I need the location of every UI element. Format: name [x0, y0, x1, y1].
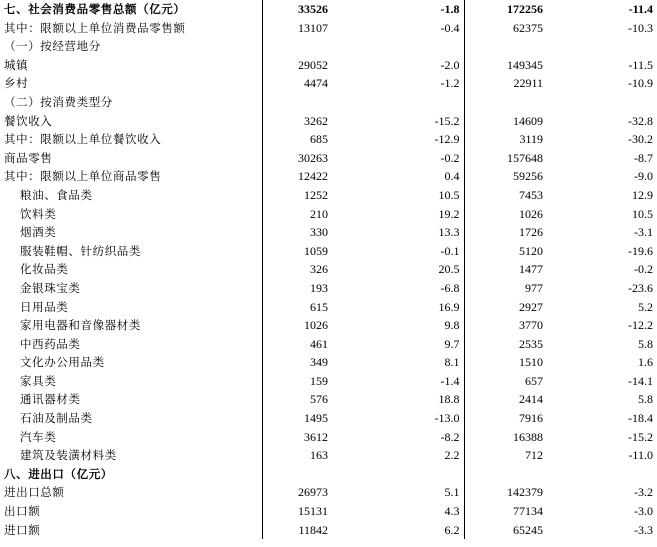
row-label: 出口额	[4, 504, 41, 519]
table-row	[0, 242, 657, 261]
cumulative-growth-cell: -32.8	[628, 113, 653, 128]
cumulative-value-cell: 22911	[464, 74, 547, 93]
cumulative-growth-cell: -3.3	[634, 522, 653, 537]
row-label: 餐饮收入	[4, 113, 53, 128]
month-value-cell: 12422	[262, 167, 332, 186]
cumulative-growth-cell: -3.2	[634, 485, 653, 500]
row-label: 八、进出口（亿元）	[4, 466, 113, 481]
cumulative-value-cell: 5120	[464, 242, 547, 261]
month-value-cell: 29052	[262, 56, 332, 75]
table-row	[0, 56, 657, 75]
table-row	[0, 37, 657, 56]
cumulative-value-cell: 142379	[464, 483, 547, 502]
row-label: 烟酒类	[20, 225, 57, 240]
table-row	[0, 93, 657, 112]
month-value-cell: 3612	[262, 428, 332, 447]
row-label: 城镇	[4, 57, 29, 72]
month-growth-cell	[332, 37, 464, 56]
cumulative-value-cell: 3770	[464, 316, 547, 335]
row-label: 文化办公用品类	[20, 355, 105, 370]
cumulative-value-cell: 157648	[464, 149, 547, 168]
table-row	[0, 112, 657, 131]
month-growth-cell: -0.4	[440, 20, 460, 35]
month-growth-cell: 16.9	[438, 299, 460, 314]
row-label: 其中：限额以上单位消费品零售额	[4, 20, 186, 35]
table-row	[0, 130, 657, 149]
month-value-cell	[262, 93, 332, 112]
month-growth-cell: -1.2	[440, 76, 460, 91]
month-growth-cell: -12.9	[434, 132, 460, 147]
row-label: 建筑及装潢材料类	[20, 448, 117, 463]
row-label: 饮料类	[20, 206, 57, 221]
row-label: 通讯器材类	[20, 392, 81, 407]
row-label: 进出口总额	[4, 485, 65, 500]
month-growth-cell: 5.1	[444, 485, 460, 500]
cumulative-value-cell	[464, 465, 547, 484]
row-label: 商品零售	[4, 150, 53, 165]
row-label: 粮油、食品类	[20, 187, 93, 202]
cumulative-growth-cell: -9.0	[634, 169, 653, 184]
cumulative-value-cell: 7916	[464, 409, 547, 428]
month-growth-cell: 2.2	[444, 448, 460, 463]
month-growth-cell: 20.5	[438, 262, 460, 277]
month-value-cell: 349	[262, 353, 332, 372]
month-value-cell: 1252	[262, 186, 332, 205]
month-growth-cell: -2.0	[440, 57, 460, 72]
month-value-cell: 615	[262, 298, 332, 317]
month-value-cell: 4474	[262, 74, 332, 93]
cumulative-growth-cell: -0.2	[634, 262, 653, 277]
cumulative-growth-cell: -15.2	[628, 429, 653, 444]
cumulative-growth-cell: -30.2	[628, 132, 653, 147]
row-label: 化妆品类	[20, 262, 69, 277]
month-growth-cell: 8.1	[444, 355, 460, 370]
cumulative-value-cell: 7453	[464, 186, 547, 205]
row-label: （二）按消费类型分	[4, 94, 113, 109]
cumulative-growth-cell: -11.4	[628, 2, 653, 16]
cumulative-value-cell: 149345	[464, 56, 547, 75]
month-value-cell: 1059	[262, 242, 332, 261]
table-row	[0, 167, 657, 186]
cumulative-growth-cell: 12.9	[632, 187, 653, 202]
row-label: 乡村	[4, 76, 29, 91]
month-value-cell: 461	[262, 335, 332, 354]
month-value-cell: 11842	[262, 521, 332, 540]
month-value-cell: 33526	[262, 0, 332, 19]
table-row	[0, 223, 657, 242]
table-row	[0, 446, 657, 465]
month-value-cell: 193	[262, 279, 332, 298]
cumulative-growth-cell: -12.2	[628, 318, 653, 333]
month-value-cell: 1495	[262, 409, 332, 428]
month-value-cell	[262, 465, 332, 484]
month-value-cell: 15131	[262, 502, 332, 521]
cumulative-value-cell: 1726	[464, 223, 547, 242]
cumulative-growth-cell	[547, 465, 657, 484]
table-row	[0, 279, 657, 298]
month-growth-cell	[332, 465, 464, 484]
month-value-cell: 13107	[262, 19, 332, 38]
month-value-cell: 326	[262, 260, 332, 279]
row-label: （一）按经营地分	[4, 39, 101, 54]
cumulative-value-cell: 14609	[464, 112, 547, 131]
month-value-cell: 1026	[262, 316, 332, 335]
row-label: 金银珠宝类	[20, 280, 81, 295]
month-value-cell: 26973	[262, 483, 332, 502]
row-label: 汽车类	[20, 429, 57, 444]
cumulative-value-cell: 59256	[464, 167, 547, 186]
cumulative-value-cell: 16388	[464, 428, 547, 447]
row-label: 进口额	[4, 522, 41, 537]
cumulative-value-cell	[464, 37, 547, 56]
month-growth-cell: -8.2	[440, 429, 460, 444]
cumulative-value-cell: 657	[464, 372, 547, 391]
cumulative-value-cell: 977	[464, 279, 547, 298]
table-row	[0, 74, 657, 93]
table-row	[0, 316, 657, 335]
row-label: 七、社会消费品零售总额（亿元）	[4, 2, 186, 16]
cumulative-growth-cell: -11.0	[628, 448, 653, 463]
cumulative-value-cell: 1026	[464, 205, 547, 224]
month-growth-cell: 9.7	[444, 336, 460, 351]
month-growth-cell: 9.8	[444, 318, 460, 333]
cumulative-growth-cell: 10.5	[632, 206, 653, 221]
month-value-cell: 330	[262, 223, 332, 242]
table-row	[0, 298, 657, 317]
row-label: 中西药品类	[20, 336, 81, 351]
table-row	[0, 260, 657, 279]
cumulative-growth-cell: -3.1	[634, 225, 653, 240]
month-value-cell: 685	[262, 130, 332, 149]
cumulative-value-cell: 1510	[464, 353, 547, 372]
month-growth-cell: 13.3	[438, 225, 460, 240]
month-value-cell: 30263	[262, 149, 332, 168]
table-row	[0, 502, 657, 521]
table-row	[0, 186, 657, 205]
month-value-cell: 576	[262, 390, 332, 409]
cumulative-growth-cell: -3.0	[634, 504, 653, 519]
month-growth-cell: -6.8	[440, 280, 460, 295]
table-row	[0, 0, 657, 19]
table-row	[0, 353, 657, 372]
table-row	[0, 19, 657, 38]
cumulative-growth-cell: -10.3	[628, 20, 653, 35]
month-growth-cell: 0.4	[444, 169, 460, 184]
cumulative-value-cell: 2535	[464, 335, 547, 354]
month-growth-cell: -1.8	[440, 2, 460, 16]
row-label: 石油及制品类	[20, 411, 93, 426]
table-row	[0, 483, 657, 502]
cumulative-growth-cell: 1.6	[638, 355, 653, 370]
row-label: 其中：限额以上单位商品零售	[4, 169, 162, 184]
row-label: 服装鞋帽、针纺织品类	[20, 243, 141, 258]
cumulative-value-cell: 65245	[464, 521, 547, 540]
cumulative-growth-cell: -8.7	[634, 150, 653, 165]
month-growth-cell	[332, 93, 464, 112]
month-value-cell: 210	[262, 205, 332, 224]
cumulative-value-cell: 77134	[464, 502, 547, 521]
month-growth-cell: 6.2	[444, 522, 460, 537]
month-growth-cell: -13.0	[434, 411, 460, 426]
cumulative-growth-cell	[547, 37, 657, 56]
table-row	[0, 149, 657, 168]
table-row	[0, 372, 657, 391]
cumulative-value-cell: 2414	[464, 390, 547, 409]
cumulative-growth-cell: -10.9	[628, 76, 653, 91]
cumulative-growth-cell: -11.5	[628, 57, 653, 72]
month-growth-cell: 19.2	[438, 206, 460, 221]
month-value-cell	[262, 37, 332, 56]
month-value-cell: 3262	[262, 112, 332, 131]
cumulative-growth-cell: 5.8	[638, 336, 653, 351]
cumulative-value-cell: 62375	[464, 19, 547, 38]
cumulative-growth-cell: -18.4	[628, 411, 653, 426]
cumulative-value-cell: 1477	[464, 260, 547, 279]
month-growth-cell: 10.5	[438, 187, 460, 202]
row-label: 其中：限额以上单位餐饮收入	[4, 132, 162, 147]
cumulative-growth-cell: -19.6	[628, 243, 653, 258]
month-growth-cell: -15.2	[434, 113, 460, 128]
table-row	[0, 205, 657, 224]
cumulative-growth-cell: -23.6	[628, 280, 653, 295]
table-row	[0, 521, 657, 540]
cumulative-value-cell: 172256	[464, 0, 547, 19]
month-growth-cell: -1.4	[440, 373, 460, 388]
month-value-cell: 159	[262, 372, 332, 391]
row-label: 家用电器和音像器材类	[20, 318, 141, 333]
cumulative-growth-cell: 5.2	[638, 299, 653, 314]
table-row	[0, 335, 657, 354]
table-row	[0, 409, 657, 428]
month-growth-cell: 4.3	[444, 504, 460, 519]
cumulative-growth-cell: 5.8	[638, 392, 653, 407]
table-row	[0, 428, 657, 447]
cumulative-value-cell	[464, 93, 547, 112]
table-row	[0, 390, 657, 409]
cumulative-growth-cell: -14.1	[628, 373, 653, 388]
month-value-cell: 163	[262, 446, 332, 465]
row-label: 日用品类	[20, 299, 69, 314]
cumulative-value-cell: 712	[464, 446, 547, 465]
cumulative-value-cell: 3119	[464, 130, 547, 149]
month-growth-cell: 18.8	[438, 392, 460, 407]
row-label: 家具类	[20, 373, 57, 388]
month-growth-cell: -0.1	[440, 243, 460, 258]
table-row	[0, 465, 657, 484]
month-growth-cell: -0.2	[440, 150, 460, 165]
cumulative-value-cell: 2927	[464, 298, 547, 317]
cumulative-growth-cell	[547, 93, 657, 112]
